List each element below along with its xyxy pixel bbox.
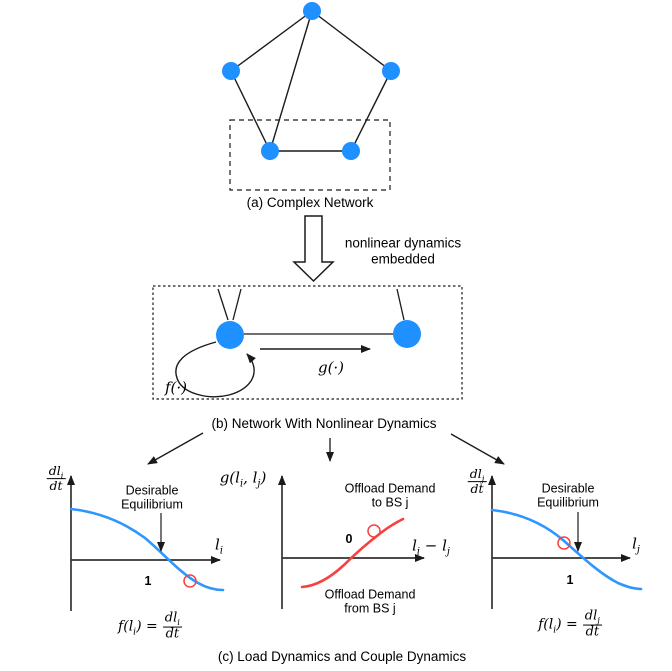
middle-upper-line2: to BS j	[371, 496, 409, 510]
left-plot-tick	[145, 574, 152, 588]
middle-plot-curve	[302, 519, 403, 587]
panel-a-caption-text: (a) Complex Network	[246, 195, 374, 211]
middle-plot-marker-circle	[368, 525, 380, 537]
middle-ylabel-s1: i	[239, 478, 244, 490]
network-node	[222, 62, 240, 80]
middle-xlabel-p2: − l	[420, 536, 447, 555]
panel-c-caption	[218, 649, 466, 665]
middle-plot-ylabel	[219, 468, 267, 490]
middle-plot-origin-label	[346, 532, 353, 546]
fanout-arrow-left	[148, 433, 203, 464]
transition-label	[345, 235, 461, 266]
dynamics-node-j	[393, 320, 421, 348]
panel-c-caption-text: (c) Load Dynamics and Couple Dynamics	[217, 649, 467, 665]
middle-ylabel-s2: j	[257, 478, 261, 490]
left-annotation-line1: Desirable	[125, 483, 179, 498]
fanout-arrows	[148, 433, 504, 464]
transition-label-line1: nonlinear dynamics	[344, 235, 462, 251]
right-formula-num-sub: j	[597, 615, 600, 626]
left-formula-num-sub: i	[177, 617, 180, 628]
left-annotation-line2: Equilibrium	[121, 498, 183, 512]
coupling-label	[318, 359, 344, 376]
middle-lower-line2: from BS j	[344, 602, 396, 616]
panel-b-caption	[211, 416, 436, 432]
left-ylabel-den: dt	[49, 478, 63, 494]
left-formula-num: dl	[164, 610, 178, 626]
right-annotation-line1: Desirable	[541, 481, 595, 496]
panel-a-dashed-region	[230, 120, 390, 190]
right-xlabel-base: l	[632, 534, 637, 553]
fanout-arrow-right	[451, 434, 504, 464]
right-formula-mid: ) =	[556, 616, 578, 633]
network-node	[382, 62, 400, 80]
edge-top-left	[231, 11, 312, 71]
right-ylabel-num-sub: j	[481, 473, 485, 484]
panel-b-stub-edges	[218, 289, 404, 334]
right-plot-annotation	[537, 482, 599, 511]
right-formula-pre: f(l	[538, 616, 554, 633]
left-plot-xlabel	[215, 535, 223, 557]
middle-xlabel-s2: j	[446, 546, 450, 558]
self-loop-label-text: f(·)	[164, 378, 188, 397]
panel-b-caption-text: (b) Network With Nonlinear Dynamics	[211, 416, 437, 432]
coupling-label-text: g(·)	[317, 358, 345, 377]
left-ylabel-num-sub: i	[60, 470, 64, 481]
edge-top-right	[312, 11, 391, 71]
right-plot-tick	[567, 573, 574, 587]
middle-plot-upper-annotation	[345, 482, 436, 511]
right-plot-xlabel	[632, 534, 640, 556]
middle-plot-lower-annotation	[325, 588, 416, 617]
left-formula-pre-sub: i	[133, 627, 137, 638]
stub-edge	[233, 289, 241, 320]
left-formula-den: dt	[165, 626, 180, 642]
middle-xlabel-p1: l	[412, 536, 417, 555]
transition-label-line2: embedded	[371, 251, 435, 266]
right-formula-num: dl	[584, 608, 598, 624]
left-plot-ylabel	[47, 462, 66, 494]
right-annotation-line2: Equilibrium	[537, 496, 599, 510]
panel-a-nodes	[222, 2, 400, 160]
right-tick-text: 1	[566, 572, 574, 587]
edge-left-bottomleft	[231, 71, 270, 151]
left-plot-annotation	[121, 484, 183, 513]
right-plot-formula	[538, 610, 602, 641]
network-node	[261, 142, 279, 160]
right-formula-pre-sub: i	[553, 625, 557, 636]
left-tick-text: 1	[144, 573, 152, 588]
network-node	[303, 2, 321, 20]
right-plot-ylabel	[468, 465, 487, 497]
self-loop-label	[165, 379, 187, 396]
network-node	[342, 142, 360, 160]
left-formula-pre: f(l	[118, 618, 134, 635]
right-ylabel-den: dt	[470, 481, 484, 497]
panel-a-network	[231, 11, 391, 151]
left-xlabel-base: l	[215, 535, 220, 554]
middle-ylabel-p1: g(l	[219, 468, 240, 487]
edge-right-bottomright	[351, 71, 391, 151]
stub-edge	[397, 289, 404, 320]
panel-a-caption	[247, 195, 374, 211]
middle-plot-xlabel	[412, 536, 450, 558]
left-xlabel-sub: i	[219, 545, 223, 557]
right-xlabel-sub: j	[636, 544, 640, 556]
middle-ylabel-p3: )	[260, 468, 267, 487]
block-down-arrow	[294, 216, 333, 281]
middle-ylabel-p2: , l	[243, 468, 258, 487]
middle-lower-line1: Offload Demand	[324, 587, 416, 602]
edge-top-bottomleft	[270, 11, 312, 151]
self-loop-arrow	[176, 342, 254, 397]
left-ylabel-num: dl	[48, 463, 61, 479]
right-formula-den: dt	[585, 624, 600, 640]
dynamics-node-i	[216, 321, 244, 349]
right-ylabel-num: dl	[469, 466, 482, 482]
left-plot-formula	[118, 612, 182, 643]
stub-edge	[218, 289, 228, 320]
middle-upper-line1: Offload Demand	[344, 481, 436, 496]
middle-origin-text: 0	[345, 531, 353, 546]
left-formula-mid: ) =	[136, 618, 158, 635]
middle-xlabel-s1: i	[416, 546, 420, 558]
